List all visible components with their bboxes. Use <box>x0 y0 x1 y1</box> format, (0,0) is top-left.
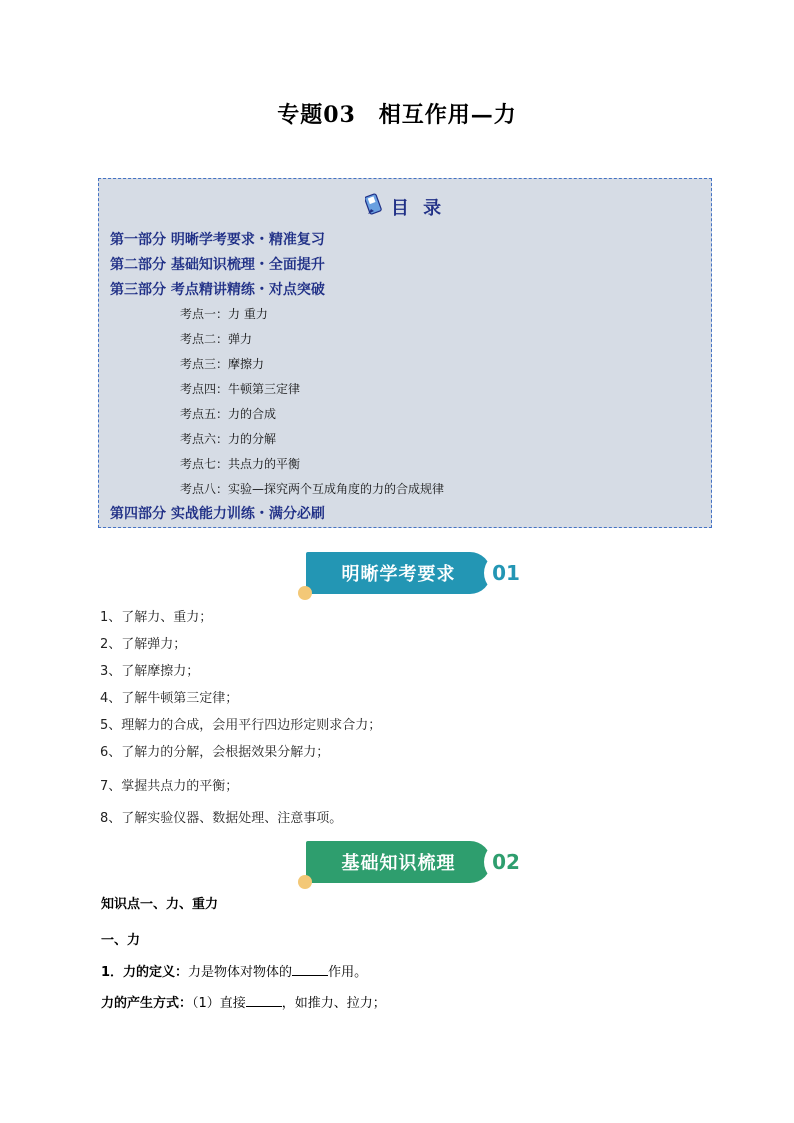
fill-blank[interactable] <box>246 994 282 1007</box>
toc-sub-1[interactable]: 考点一：力 重力 <box>180 307 268 321</box>
requirement-item: 3、了解摩擦力； <box>100 664 200 679</box>
generation-text-b: ，如推力、拉力； <box>281 996 386 1011</box>
definition-line <box>101 961 367 980</box>
requirement-item: 8、了解实验仪器、数据处理、注意事项。 <box>100 811 343 826</box>
toc-sub-2[interactable]: 考点二：弹力 <box>180 332 253 346</box>
banner-label: 明晰学考要求 <box>306 552 491 594</box>
definition-text-b: 作用。 <box>328 965 368 980</box>
requirement-item: 4、了解牛顿第三定律； <box>100 691 239 706</box>
toc-part-4[interactable]: 第四部分 实战能力训练・满分必刷 <box>110 506 325 522</box>
page-title: 专题03 相互作用—力 <box>277 102 517 128</box>
fill-blank[interactable] <box>292 963 328 976</box>
banner-label: 基础知识梳理 <box>306 841 491 883</box>
generation-label: 力的产生方式： <box>101 996 193 1011</box>
requirement-item: 5、理解力的合成，会用平行四边形定则求合力； <box>100 718 382 733</box>
requirement-item: 2、了解弹力； <box>100 637 187 652</box>
toc-sub-6[interactable]: 考点六：力的分解 <box>180 432 277 446</box>
requirement-item: 6、了解力的分解，会根据效果分解力； <box>100 745 330 760</box>
table-of-contents <box>98 178 712 528</box>
toc-sub-3[interactable]: 考点三：摩擦力 <box>180 357 265 371</box>
requirement-item: 7、掌握共点力的平衡； <box>100 779 239 794</box>
toc-sub-5[interactable]: 考点五：力的合成 <box>180 407 277 421</box>
toc-part-1[interactable]: 第一部分 明晰学考要求・精准复习 <box>110 232 325 248</box>
toc-sub-7[interactable]: 考点七：共点力的平衡 <box>180 457 301 471</box>
toc-header <box>99 193 711 221</box>
section-heading: 一、力 <box>101 933 141 948</box>
requirement-item: 1、了解力、重力； <box>100 610 213 625</box>
toc-heading: 目 录 <box>390 198 446 219</box>
pencil-icon <box>365 193 385 221</box>
toc-part-3[interactable]: 第三部分 考点精讲精练・对点突破 <box>110 282 325 298</box>
generation-line <box>101 992 386 1011</box>
toc-part-2[interactable]: 第二部分 基础知识梳理・全面提升 <box>110 257 325 273</box>
banner-dot <box>298 875 312 889</box>
definition-text-a: 力是物体对物体的 <box>188 965 293 980</box>
toc-sub-4[interactable]: 考点四：牛顿第三定律 <box>180 382 301 396</box>
banner-dot <box>298 586 312 600</box>
toc-sub-8[interactable]: 考点八：实验—探究两个互成角度的力的合成规律 <box>180 482 445 496</box>
definition-label: 1．力的定义： <box>101 965 189 980</box>
knowledge-point-heading: 知识点一、力、重力 <box>101 897 219 912</box>
banner-number: 02 <box>484 841 528 883</box>
banner-number: 01 <box>484 552 528 594</box>
generation-text-a: （1）直接 <box>192 996 246 1011</box>
